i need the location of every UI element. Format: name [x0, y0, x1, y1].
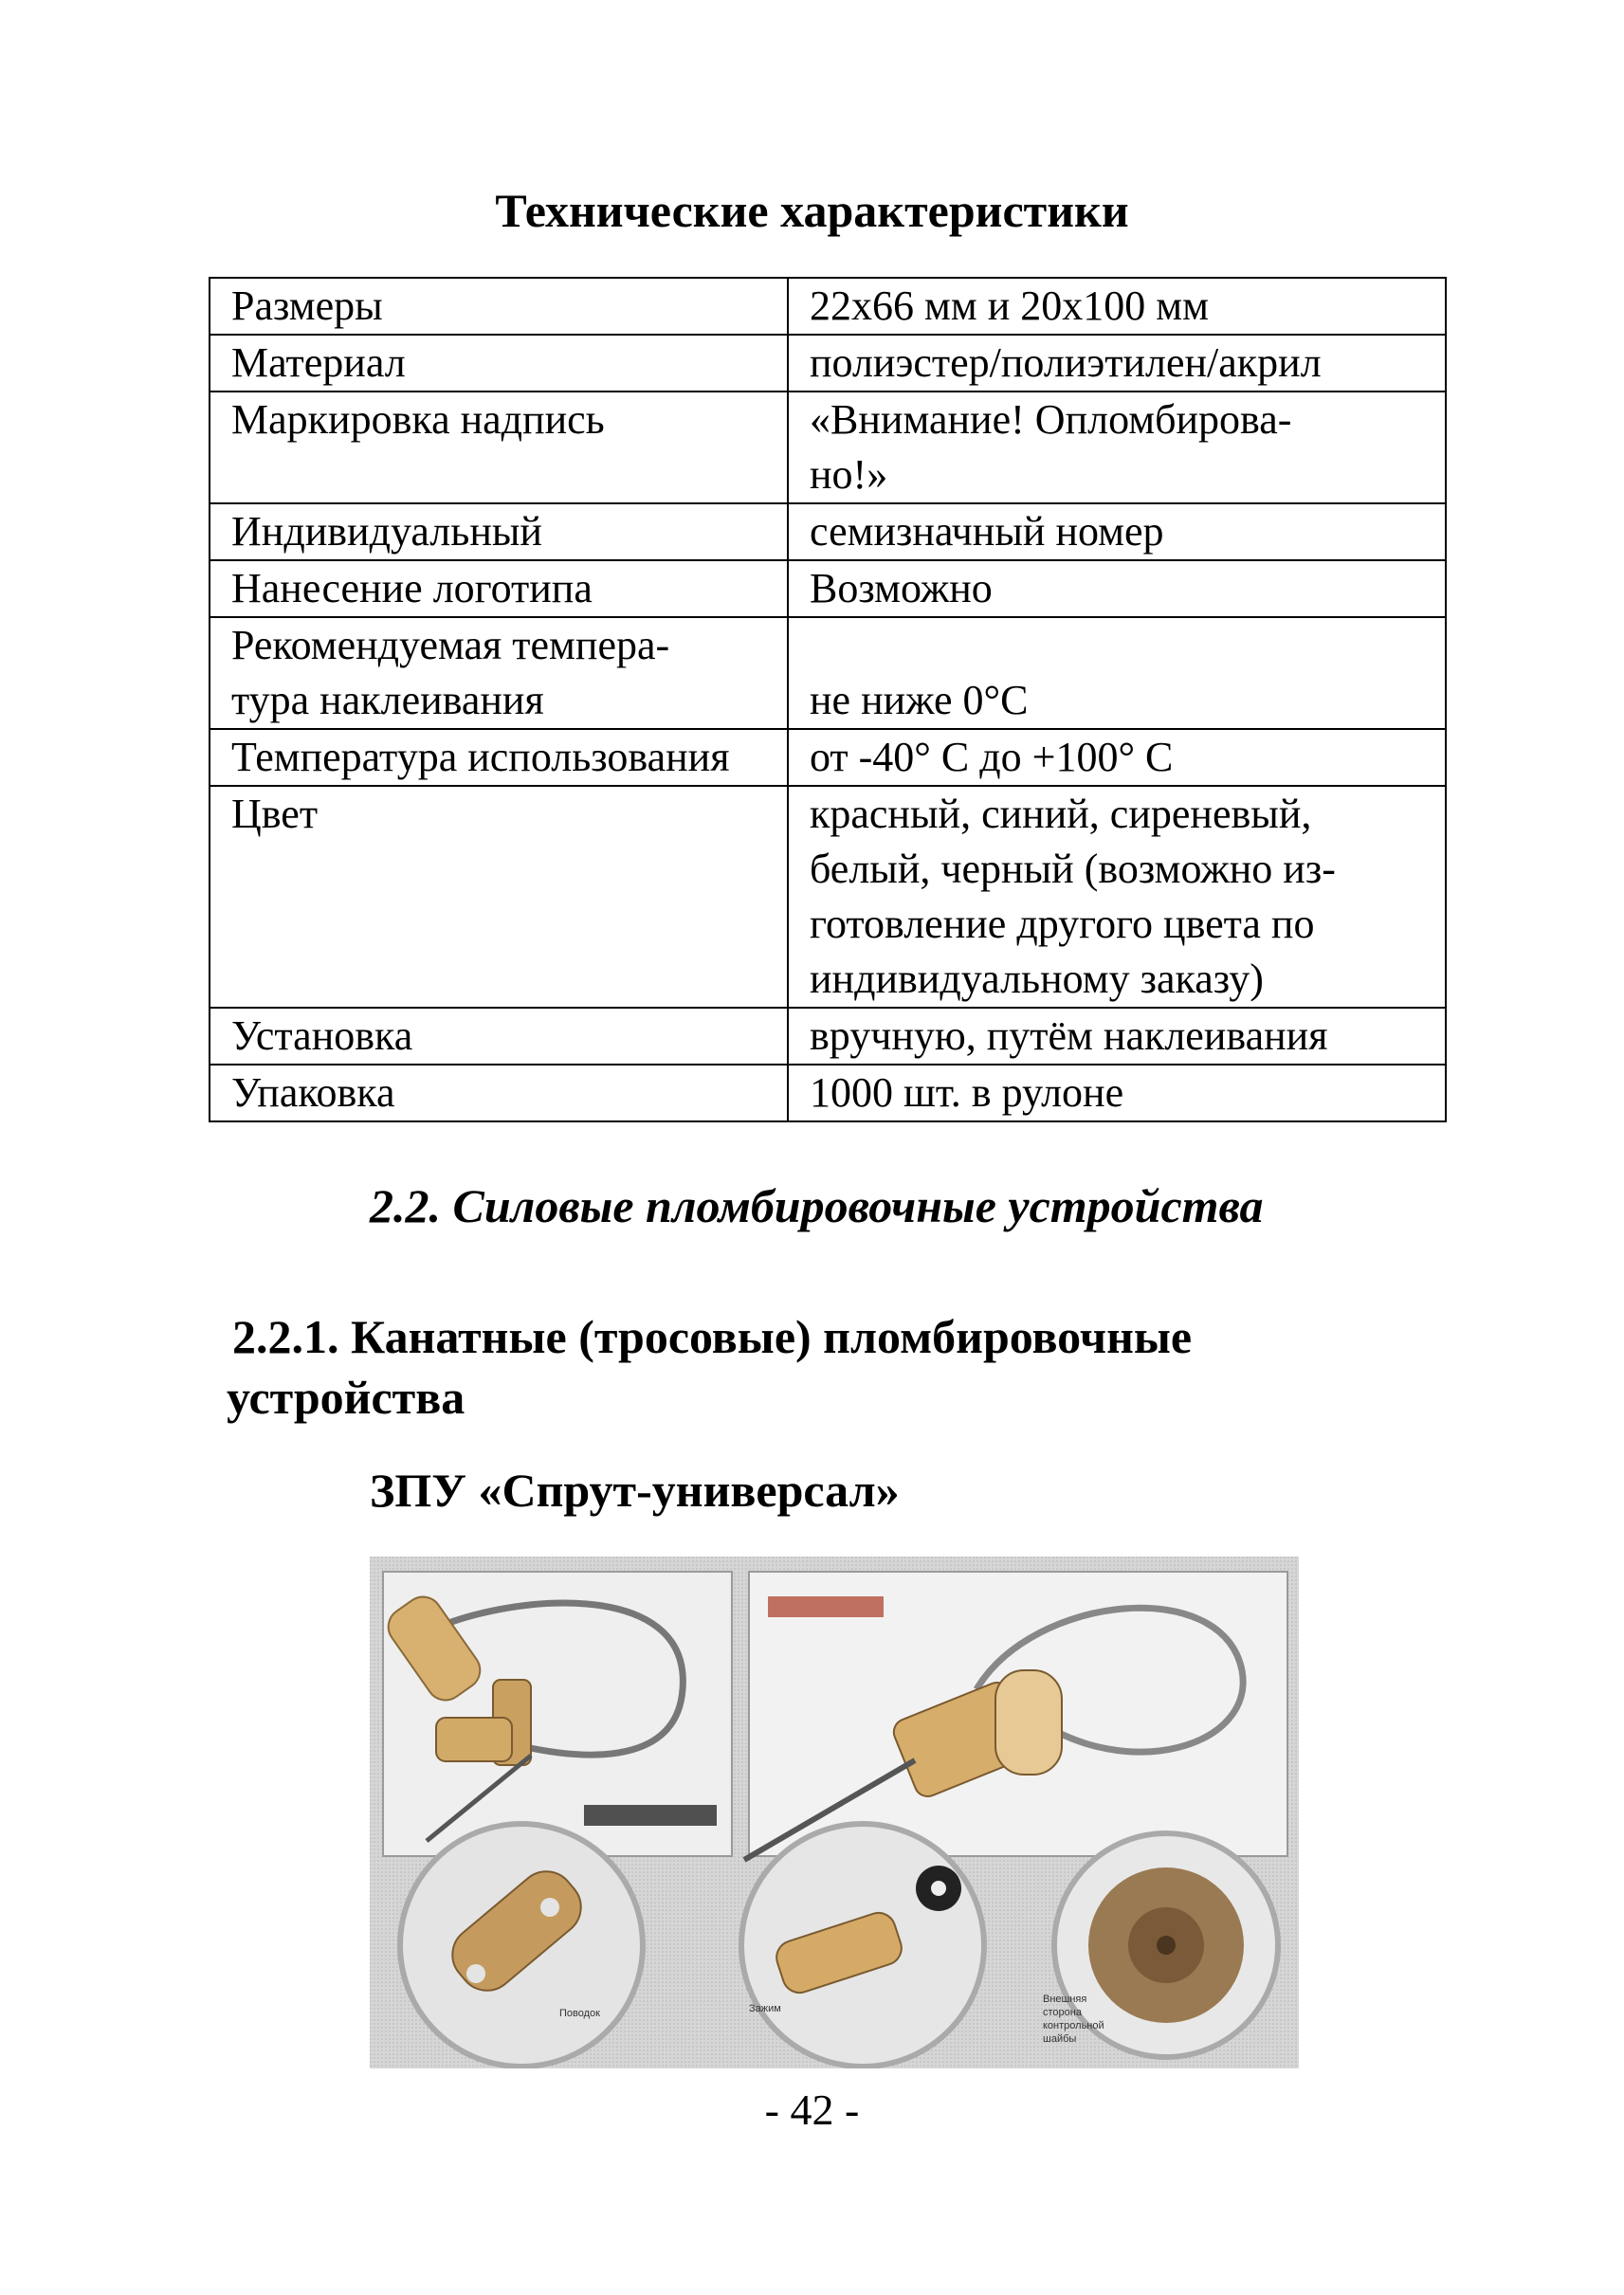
- spec-value: красный, синий, сиреневый, белый, черный (возможно из- готовление другого цвета по индивидуальному заказу): [788, 786, 1446, 1008]
- svg-text:контрольной: контрольной: [1043, 2020, 1104, 2031]
- spec-label: Упаковка: [210, 1065, 788, 1121]
- table-row: [210, 503, 1446, 560]
- spec-value: 22х66 мм и 20х100 мм: [788, 278, 1446, 335]
- table-row: [210, 1065, 1446, 1121]
- subsection-heading-line1: 2.2.1. Канатные (тросовые) пломбировочные: [232, 1310, 1193, 1363]
- table-row: [210, 729, 1446, 786]
- product-photo: [370, 1557, 1299, 2068]
- section-heading: 2.2. Силовые пломбировочные устройства: [370, 1179, 1264, 1232]
- spec-value: «Внимание! Опломбирова- но!»: [788, 392, 1446, 503]
- spec-label: Температура использования: [210, 729, 788, 786]
- svg-text:Зажим: Зажим: [749, 2003, 781, 2014]
- table-row: [210, 392, 1446, 503]
- spec-label: Установка: [210, 1008, 788, 1065]
- svg-text:Внешняя: Внешняя: [1043, 1994, 1087, 2005]
- spec-label: Нанесение логотипа: [210, 560, 788, 617]
- spec-label: Рекомендуемая темпера- тура наклеивания: [210, 617, 788, 729]
- page-number: - 42 -: [764, 2086, 860, 2134]
- spec-value: от -40° С до +100° С: [788, 729, 1446, 786]
- table-row: [210, 335, 1446, 392]
- spec-label: Цвет: [210, 786, 788, 1008]
- specs-table: [209, 277, 1447, 1122]
- spec-label: Размеры: [210, 278, 788, 335]
- spec-label: Маркировка надпись: [210, 392, 788, 503]
- table-title: Технические характеристики: [495, 184, 1129, 237]
- svg-text:Поводок: Поводок: [559, 2008, 600, 2019]
- table-row: [210, 1008, 1446, 1065]
- subsection-heading-line2: устройства: [227, 1371, 465, 1424]
- spec-value: Возможно: [788, 560, 1446, 617]
- subsection-heading: [227, 1306, 1427, 1428]
- svg-text:шайбы: шайбы: [1043, 2033, 1077, 2045]
- spec-value: полиэстер/полиэтилен/акрил: [788, 335, 1446, 392]
- table-row: [210, 617, 1446, 729]
- table-row: [210, 786, 1446, 1008]
- table-row: [210, 560, 1446, 617]
- table-row: [210, 278, 1446, 335]
- spec-value: 1000 шт. в рулоне: [788, 1065, 1446, 1121]
- spec-value: вручную, путём наклеивания: [788, 1008, 1446, 1065]
- spec-label: Материал: [210, 335, 788, 392]
- spec-label: Индивидуальный: [210, 503, 788, 560]
- spec-value: не ниже 0°С: [788, 617, 1446, 729]
- product-heading: ЗПУ «Спрут-универсал»: [370, 1464, 900, 1517]
- spec-value: семизначный номер: [788, 503, 1446, 560]
- svg-text:сторона: сторона: [1043, 2007, 1082, 2018]
